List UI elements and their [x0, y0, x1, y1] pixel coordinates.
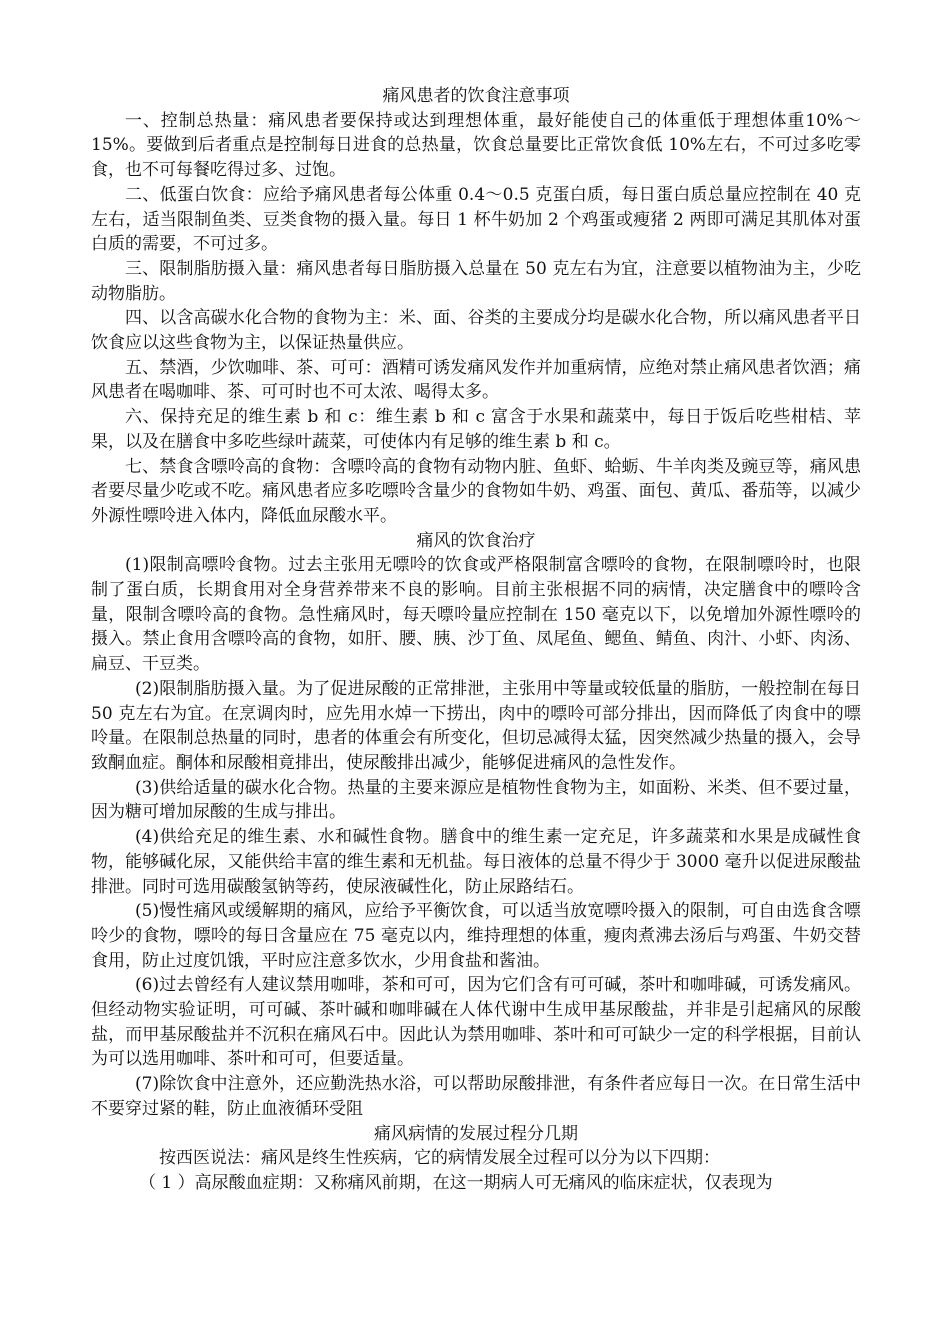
paragraph: (3)供给适量的碳水化合物。热量的主要来源应是植物性食物为主，如面粉、米类、但不要过量，因为糖可增加尿酸的生成与排出。: [91, 777, 861, 823]
paragraph: (6)过去曾经有人建议禁用咖啡，茶和可可，因为它们含有可可碱，茶叶和咖啡碱，可诱发痛风。但经动物实验证明，可可碱、茶叶碱和咖啡碱在人体代谢中生成甲基尿酸盐，并非是引起痛风的尿酸盐，而甲基尿酸盐并不沉积在痛风石中。因此认为禁用咖啡、茶叶和可可缺少一定的科学根据，目前认为可以选用咖啡、茶叶和可可，但要适量。: [91, 975, 861, 1070]
section-title-diet-therapy: 痛风的饮食治疗: [416, 530, 536, 551]
document-page: [91, 84, 861, 1196]
paragraph: 四、以含高碳水化合物的食物为主：米、面、谷类的主要成分均是碳水化合物，所以痛风患者平日饮食应以这些食物为主，以保证热量供应。: [91, 308, 861, 354]
paragraph: (2)限制脂肪摄入量。为了促进尿酸的正常排泄，主张用中等量或较低量的脂肪，一般控制在每日 50 克左右为宜。在烹调肉时，应先用水焯一下捞出，肉中的嘌呤可部分排出，因而降低了肉食中的嘌呤量。在限制总热量的同时，患者的体重会有所变化，但切忌减得太猛，因突然减少热量的摄入，会导致酮血症。酮体和尿酸相竟排出，使尿酸排出减少，能够促进痛风的急性发作。: [91, 678, 861, 773]
section-title-diet-notes: 痛风患者的饮食注意事项: [382, 86, 570, 106]
paragraph: 二、低蛋白饮食：应给予痛风患者每公体重 0.4～0.5 克蛋白质，每日蛋白质总量应控制在 40 克左右，适当限制鱼类、豆类食物的摄入量。每日 1 杯牛奶加 2 个鸡蛋或瘦猪 2 两即可满足其肌体对蛋白质的需要，不可过多。: [91, 184, 861, 255]
paragraph: (7)除饮食中注意外，还应勤洗热水浴，可以帮助尿酸排泄，有条件者应每日一次。在日常生活中不要穿过紧的鞋，防止血液循环受阻: [91, 1074, 861, 1119]
paragraph: (5)慢性痛风或缓解期的痛风，应给予平衡饮食，可以适当放宽嘌呤摄入的限制，可自由选食含嘌呤少的食物，嘌呤的每日含量应在 75 毫克以内，维持理想的体重，瘦肉煮沸去汤后与鸡蛋、牛奶交替食用，防止过度饥饿，平时应注意多饮水，少用食盐和酱油。: [91, 901, 861, 971]
paragraph: （ 1 ）高尿酸血症期：又称痛风前期，在这一期病人可无痛风的临床症状，仅表现为: [139, 1172, 773, 1193]
paragraph: (4)供给充足的维生素、水和碱性食物。膳食中的维生素一定充足，许多蔬菜和水果是成碱性食物，能够碱化尿，又能供给丰富的维生素和无机盐。每日液体的总量不得少于 3000 毫升以促进尿酸盐排泄。同时可选用碳酸氢钠等药，使尿液碱性化，防止尿路结石。: [91, 827, 861, 897]
paragraph: 七、禁食含嘌呤高的食物：含嘌呤高的食物有动物内脏、鱼虾、蛤蛎、牛羊肉类及豌豆等，痛风患者要尽量少吃或不吃。痛风患者应多吃嘌呤含量少的食物如牛奶、鸡蛋、面包、黄瓜、番茄等，以减少外源性嘌呤进入体内，降低血尿酸水平。: [91, 456, 861, 526]
section-title-disease-stages: 痛风病情的发展过程分几期: [374, 1123, 578, 1144]
paragraph: 五、禁酒，少饮咖啡、茶、可可：酒精可诱发痛风发作并加重病情，应绝对禁止痛风患者饮酒；痛风患者在喝咖啡、茶、可可时也不可太浓、喝得太多。: [91, 357, 861, 403]
paragraph: 三、限制脂肪摄入量：痛风患者每日脂肪摄入总量在 50 克左右为宜，注意要以植物油为主，少吃动物脂肪。: [91, 258, 861, 304]
paragraph: (1)限制高嘌呤食物。过去主张用无嘌呤的饮食或严格限制富含嘌呤的食物，在限制嘌呤时，也限制了蛋白质，长期食用对全身营养带来不良的影响。目前主张根据不同的病情，决定膳食中的嘌呤含量，限制含嘌呤高的食物。急性痛风时，每天嘌呤量应控制在 150 毫克以下，以免增加外源性嘌呤的摄入。禁止食用含嘌呤高的食物，如肝、腰、胰、沙丁鱼、凤尾鱼、鳃鱼、鲭鱼、肉汁、小虾、肉汤、扁豆、干豆类。: [91, 555, 861, 675]
paragraph: 按西医说法：痛风是终生性疾病，它的病情发展全过程可以分为以下四期：: [159, 1148, 720, 1169]
paragraph: 一、控制总热量：痛风患者要保持或达到理想体重，最好能使自己的体重低于理想体重10%～15%。要做到后者重点是控制每日进食的总热量，饮食总量要比正常饮食低 10%左右，不可过多吃零食，也不可每餐吃得过多、过饱。: [91, 110, 861, 181]
paragraph: 六、保持充足的维生素 b 和 c：维生素 b 和 c 富含于水果和蔬菜中，每日于饭后吃些柑桔、苹果，以及在膳食中多吃些绿叶蔬菜，可使体内有足够的维生素 b 和 c。: [91, 407, 861, 452]
